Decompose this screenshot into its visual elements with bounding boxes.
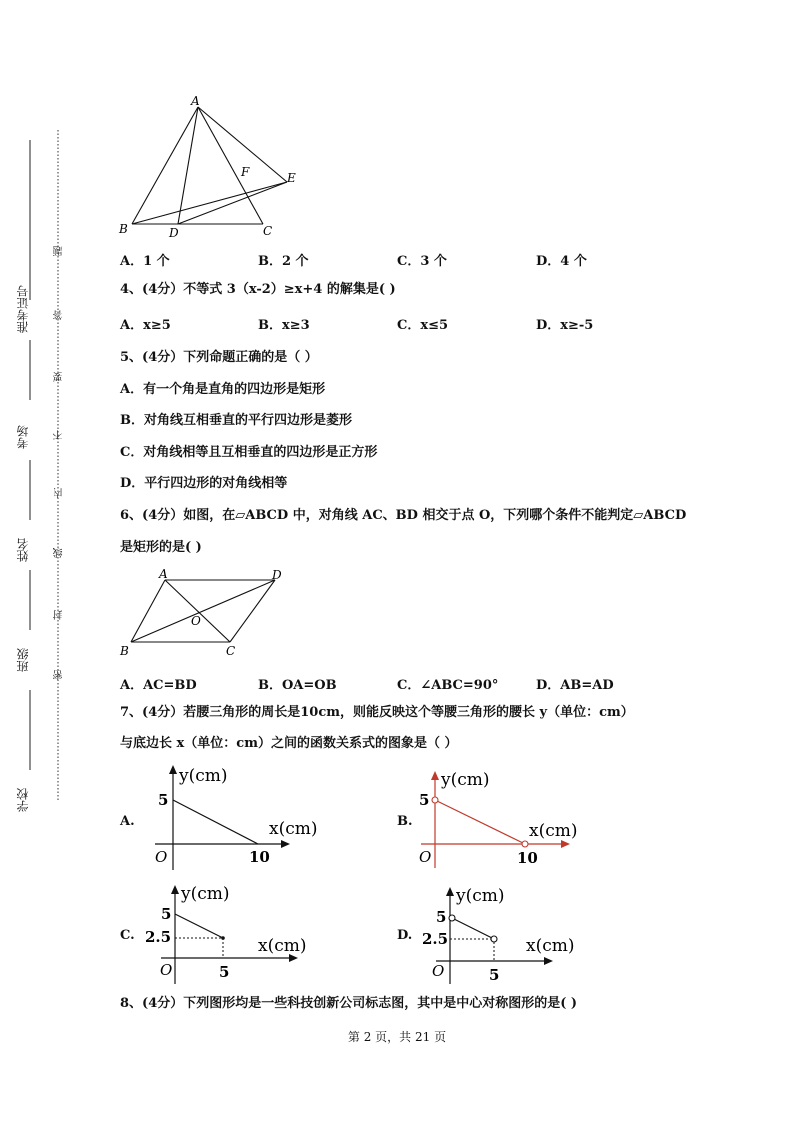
seal-char: 线 xyxy=(54,548,65,558)
tick-label: 2.5 xyxy=(145,928,172,946)
q7-graph-d xyxy=(418,884,598,988)
x-axis-label: x(cm) xyxy=(258,936,307,956)
q3-option-b: B．2 个 xyxy=(258,254,309,269)
q5-option-a: A．有一个角是直角的四边形是矩形 xyxy=(120,382,326,397)
point-label-a: A xyxy=(159,567,168,581)
tick-label: 5 xyxy=(419,791,430,809)
side-label-school: 学校 xyxy=(16,788,30,812)
q6-stem-line1: 6、(4分）如图，在▱ABCD 中，对角线 AC、BD 相交于点 O，下列哪个条件不能判定▱ABCD xyxy=(120,508,687,523)
tick-label: 2.5 xyxy=(422,930,449,948)
q6-stem-line2: 是矩形的是( ) xyxy=(120,540,202,555)
tick-label: 5 xyxy=(219,963,230,981)
q4-option-c: C．x≤5 xyxy=(397,318,449,333)
q8-stem: 8、(4分）下列图形均是一些科技创新公司标志图，其中是中心对称图形的是( ) xyxy=(120,996,578,1011)
point-label-c: C xyxy=(226,644,236,658)
point-label-b: B xyxy=(119,222,128,236)
q7-option-a-letter: A. xyxy=(120,814,135,829)
q4-option-a: A．x≥5 xyxy=(120,318,171,333)
tick-label: 5 xyxy=(158,791,169,809)
origin-label: O xyxy=(155,848,168,866)
tick-label: 10 xyxy=(249,848,270,866)
q7-option-d-letter: D. xyxy=(397,928,413,943)
y-axis-label: y(cm) xyxy=(456,886,505,906)
q7-stem-line1: 7、(4分）若腰三角形的周长是10cm，则能反映这个等腰三角形的腰长 y（单位：cm） xyxy=(120,705,634,720)
q7-stem-line2: 与底边长 x（单位：cm）之间的函数关系式的图象是（ ） xyxy=(120,736,458,751)
side-label-name: 姓名 xyxy=(16,538,30,562)
figure-q3-triangles xyxy=(115,92,315,242)
q3-option-a: A．1 个 xyxy=(120,254,170,269)
binding-lines xyxy=(0,0,80,1123)
point-label-c: C xyxy=(263,224,273,238)
q5-option-c: C．对角线相等且互相垂直的四边形是正方形 xyxy=(120,445,378,460)
point-label-d: D xyxy=(272,568,282,582)
q3-option-c: C．3 个 xyxy=(397,254,447,269)
tick-label: 5 xyxy=(436,908,447,926)
q7-option-c-letter: C. xyxy=(120,928,135,943)
q3-option-d: D．4 个 xyxy=(536,254,587,269)
seal-char: 答 xyxy=(54,310,65,320)
origin-label: O xyxy=(160,961,173,979)
q6-option-b: B．OA=OB xyxy=(258,678,337,693)
y-axis-label: y(cm) xyxy=(179,766,228,786)
q4-option-d: D．x≥-5 xyxy=(536,318,594,333)
seal-char: 题 xyxy=(54,246,65,256)
page-footer xyxy=(0,1028,794,1045)
x-axis-label: x(cm) xyxy=(526,936,575,956)
point-label-o: O xyxy=(191,614,201,628)
point-label-a: A xyxy=(191,94,200,108)
side-label-exam-room: 考场 xyxy=(16,425,30,449)
seal-char: 内 xyxy=(54,488,65,498)
q5-stem: 5、(4分）下列命题正确的是（ ） xyxy=(120,350,318,365)
q5-option-d: D．平行四边形的对角线相等 xyxy=(120,476,288,491)
tick-label: 5 xyxy=(489,966,500,984)
q6-option-c: C．∠ABC=90° xyxy=(397,678,499,693)
seal-char: 要 xyxy=(54,372,65,382)
x-axis-label: x(cm) xyxy=(529,821,578,841)
origin-label: O xyxy=(419,848,432,866)
q6-option-d: D．AB=AD xyxy=(536,678,614,693)
point-label-f: F xyxy=(241,165,250,179)
y-axis-label: y(cm) xyxy=(441,770,490,790)
q5-option-b: B．对角线互相垂直的平行四边形是菱形 xyxy=(120,413,352,428)
tick-label: 5 xyxy=(161,905,172,923)
q7-graph-b xyxy=(415,768,600,872)
figure-q6-parallelogram xyxy=(115,566,295,661)
origin-label: O xyxy=(432,962,445,980)
y-axis-label: y(cm) xyxy=(181,884,230,904)
point-label-d: D xyxy=(169,226,179,240)
side-label-class: 班级 xyxy=(16,648,30,672)
q7-graph-c xyxy=(143,882,318,988)
seal-char: 不 xyxy=(54,430,65,440)
page-number-text: 第 2 页，共 21 页 xyxy=(347,1030,447,1044)
q4-stem: 4、(4分）不等式 3（x-2）≥x+4 的解集是( ) xyxy=(120,282,396,297)
seal-char: 密 xyxy=(54,670,65,680)
q6-option-a: A．AC=BD xyxy=(120,678,197,693)
x-axis-label: x(cm) xyxy=(269,819,318,839)
tick-label: 10 xyxy=(517,849,538,867)
side-label-exam-number: 准考证号 xyxy=(16,285,30,333)
point-label-e: E xyxy=(287,171,296,185)
q4-option-b: B．x≥3 xyxy=(258,318,310,333)
q7-option-b-letter: B. xyxy=(397,814,413,829)
q7-graph-a xyxy=(145,762,325,874)
seal-char: 封 xyxy=(54,610,65,620)
point-label-b: B xyxy=(120,644,129,658)
